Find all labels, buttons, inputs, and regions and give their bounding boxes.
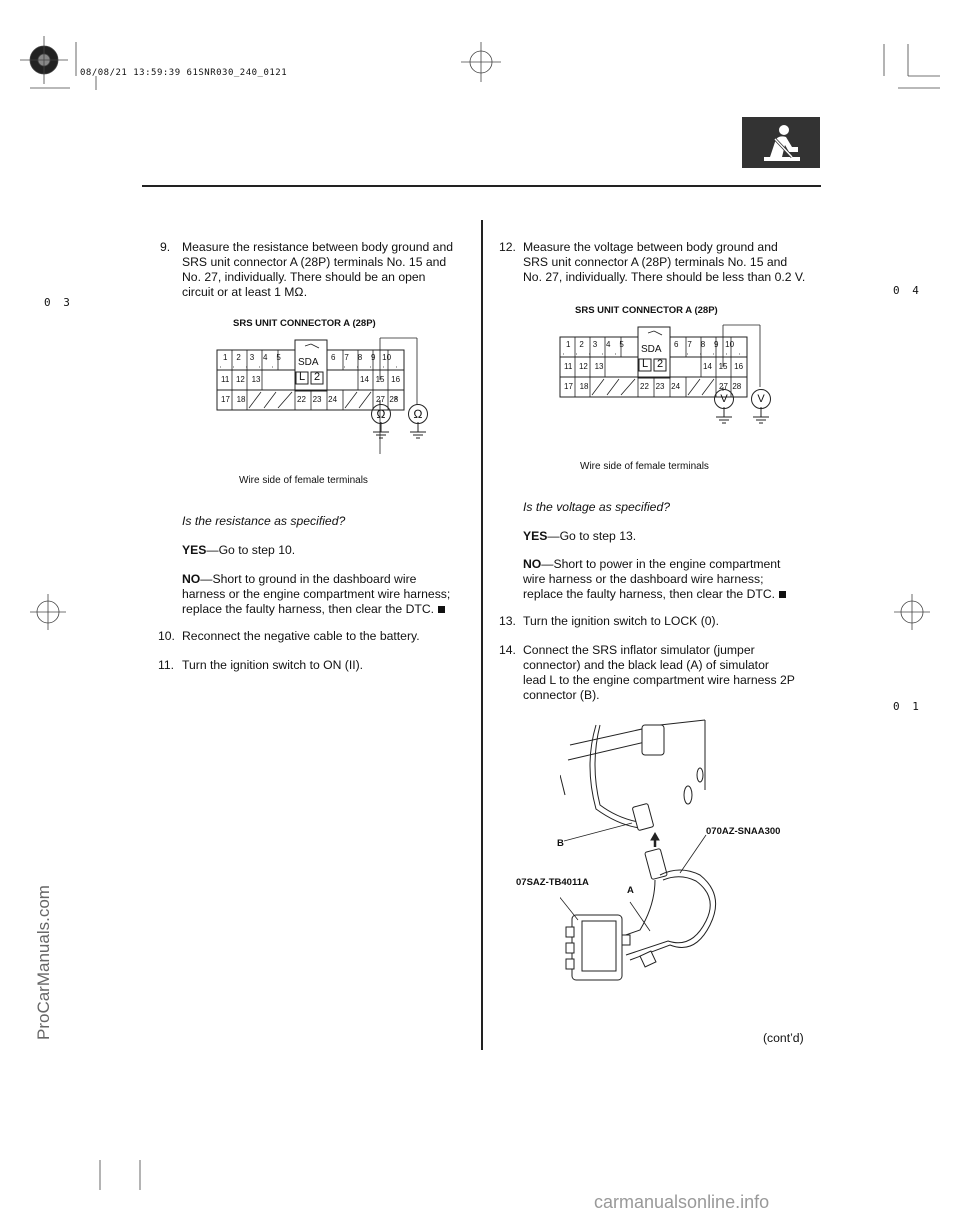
margin-mark-right-bottom: 0 1 (893, 700, 922, 713)
illus-label-b: B (557, 838, 564, 849)
no-line: replace the faulty harness, then clear the DTC. (523, 587, 776, 601)
pin-label: 9 (371, 353, 376, 362)
pin-label: 17 (221, 395, 230, 404)
pin-label: 13 (594, 362, 604, 371)
seat-belt-srs-icon (742, 117, 820, 168)
pin-label: 14 (703, 362, 712, 371)
sidebar-watermark: ProCarManuals.com (34, 885, 53, 1040)
no-label: NO (182, 572, 201, 586)
pin-label: 24 (328, 395, 338, 404)
no-line: Short to ground in the dashboard wire (212, 572, 417, 586)
illus-label-a: A (627, 885, 634, 896)
voltmeter-icon: V (751, 389, 771, 409)
pin-label: 2 (236, 353, 241, 362)
pin-label: 3 (592, 340, 598, 349)
pin-label: 5 (619, 340, 624, 349)
pin-label: 15 (718, 362, 728, 371)
step-14-number: 14. (499, 643, 516, 657)
ground-symbols (366, 422, 436, 462)
no-line: harness or the engine compartment wire harness; (182, 587, 451, 601)
margin-mark-right-top: 0 4 (893, 284, 922, 297)
pin-label: 7 (687, 340, 692, 349)
connector-diagram-left (216, 334, 436, 479)
simulator-connection-illustration (560, 705, 730, 995)
yes-text: Go to step 13. (559, 529, 637, 543)
question-left: Is the resistance as specified? (182, 514, 346, 528)
column-divider (481, 220, 483, 1050)
connector-diagram-right (559, 321, 779, 466)
srs-header-badge (742, 117, 820, 168)
pin-label: 8 (357, 353, 363, 362)
ohmmeter-icon: Ω (408, 404, 428, 424)
no-line: wire harness or the dashboard wire harness; (523, 572, 764, 586)
yes-label: YES (523, 529, 548, 543)
voltmeter-icon: V (714, 389, 734, 409)
pin-label: 16 (734, 362, 744, 371)
yes-text: Go to step 10. (218, 543, 296, 557)
yes-label: YES (182, 543, 207, 557)
pin-label: 7 (344, 353, 349, 362)
pin-label: 2 (579, 340, 584, 349)
step-10-number: 10. (158, 629, 175, 643)
pin-label: 11 (564, 362, 573, 371)
step-14-line: Connect the SRS inflator simulator (jumper (523, 643, 755, 657)
no-right: NO—Short to power in the engine compartment wire harness or the dashboard wire harness; replace the faulty harness, then clear the DTC. (523, 557, 823, 602)
header-rule (142, 185, 821, 187)
step-9-line: Measure the resistance between body ground and (182, 240, 454, 254)
connector-caption-left: Wire side of female terminals (239, 475, 368, 486)
step-12-line: Measure the voltage between body ground and (523, 240, 778, 254)
sda-label: SDA (641, 344, 662, 355)
pin-label: 1 (566, 340, 571, 349)
question-right: Is the voltage as specified? (523, 500, 671, 514)
sda-label: SDA (298, 357, 319, 368)
step-14-line: connector) and the black lead (A) of simulator (523, 658, 769, 672)
pin-label: 11 (221, 375, 230, 384)
illus-part-jumper: 07SAZ-TB4011A (516, 877, 589, 888)
connector-title-right: SRS UNIT CONNECTOR A (28P) (575, 305, 718, 316)
end-square-icon (779, 591, 786, 598)
ohmmeter-icon: Ω (371, 404, 391, 424)
footer-watermark: carmanualsonline.info (594, 1192, 770, 1212)
print-timestamp: 08/08/21 13:59:39 61SNR030_240_0121 (80, 68, 288, 78)
margin-mark-left: 0 3 (44, 296, 73, 309)
step-9-line: circuit or at least 1 MΩ. (182, 285, 308, 299)
l-label: L (642, 358, 649, 370)
step-9-line: No. 27, individually. There should be an open (182, 270, 426, 284)
pin-label: 4 (263, 353, 268, 362)
pin-label: 10 (382, 353, 392, 362)
end-square-icon (438, 606, 445, 613)
step-9-line: SRS unit connector A (28P) terminals No. 15 and (182, 255, 447, 269)
pin-label: 4 (606, 340, 611, 349)
step-11-number: 11. (158, 658, 175, 672)
no-left: NO—Short to ground in the dashboard wire harness or the engine compartment wire harness; replace the faulty harness, then clear the DTC. (182, 572, 482, 617)
continued-note: (cont’d) (763, 1031, 804, 1045)
pin-label: 5 (276, 353, 281, 362)
pin-label: 9 (714, 340, 719, 349)
pin-label: 18 (579, 382, 589, 391)
pin-label: 23 (312, 395, 322, 404)
l-label: L (299, 371, 306, 383)
no-line: Short to power in the engine compartment (553, 557, 781, 571)
yes-right: YES—Go to step 13. (523, 529, 637, 543)
ground-symbols (709, 407, 779, 447)
pin-label: 12 (235, 375, 245, 384)
no-line: replace the faulty harness, then clear the DTC. (182, 602, 435, 616)
step-14-line: lead L to the engine compartment wire harness 2P (523, 673, 795, 687)
step-11-text: Turn the ignition switch to ON (II). (182, 658, 364, 672)
step-12-number: 12. (499, 240, 516, 254)
two-label: 2 (657, 358, 664, 370)
pin-label: 23 (655, 382, 665, 391)
pin-label: 28 (389, 395, 399, 404)
step-14-line: connector (B). (523, 688, 600, 702)
no-label: NO (523, 557, 542, 571)
pin-label: 14 (360, 375, 369, 384)
step-13-text: Turn the ignition switch to LOCK (0). (523, 614, 719, 628)
two-label: 2 (314, 371, 321, 383)
illus-part-simulator: 070AZ-SNAA300 (706, 826, 781, 837)
pin-label: 16 (391, 375, 401, 384)
step-13-number: 13. (499, 614, 516, 628)
step-12-line: SRS unit connector A (28P) terminals No. 15 and (523, 255, 788, 269)
pin-label: 24 (671, 382, 681, 391)
connector-caption-right: Wire side of female terminals (580, 461, 709, 472)
pin-label: 15 (375, 375, 385, 384)
pin-label: 17 (564, 382, 573, 391)
step-12-line: No. 27, individually. There should be less than 0.2 V. (523, 270, 806, 284)
pin-label: 6 (674, 340, 679, 349)
pin-label: 27 (376, 395, 385, 404)
pin-label: 22 (640, 382, 649, 391)
pin-label: 12 (578, 362, 588, 371)
pin-label: 3 (249, 353, 255, 362)
pin-label: 8 (700, 340, 706, 349)
step-10-text: Reconnect the negative cable to the battery. (182, 629, 420, 643)
pin-label: 22 (297, 395, 306, 404)
yes-left: YES—Go to step 10. (182, 543, 296, 557)
pin-label: 10 (725, 340, 735, 349)
pin-label: 13 (251, 375, 261, 384)
connector-title-left: SRS UNIT CONNECTOR A (28P) (233, 318, 376, 329)
pin-label: 27 (719, 382, 728, 391)
pin-label: 1 (223, 353, 228, 362)
pin-label: 6 (331, 353, 336, 362)
step-9-number: 9. (160, 240, 171, 254)
pin-label: 18 (236, 395, 246, 404)
pin-label: 28 (732, 382, 742, 391)
